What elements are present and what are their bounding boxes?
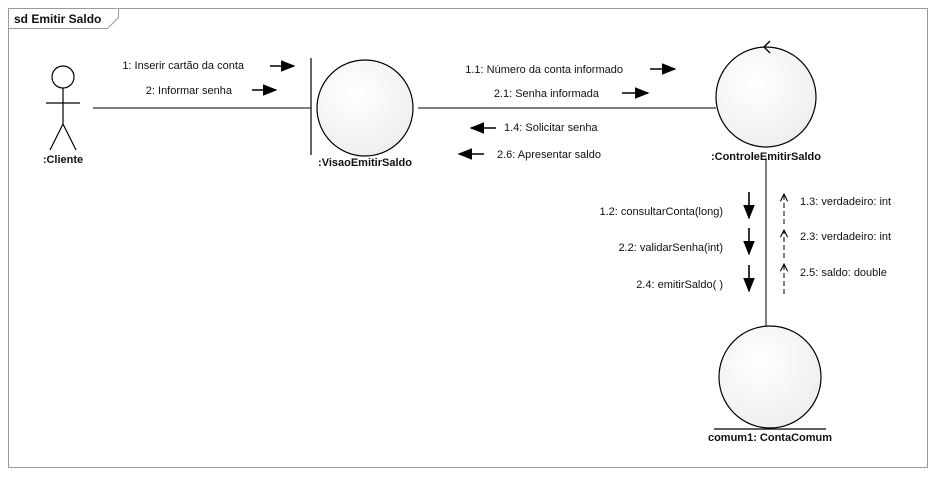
actor-label: :Cliente (42, 154, 84, 166)
boundary-label: :VisaoEmitirSaldo (318, 157, 412, 169)
frame-title: sd Emitir Saldo (14, 12, 102, 26)
message-label: 1.1: Número da conta informado (465, 64, 623, 76)
message-label: 1.3: verdadeiro: int (800, 196, 892, 208)
message-label: 2.4: emitirSaldo( ) (636, 279, 723, 291)
message-label: 2.1: Senha informada (493, 88, 599, 100)
control-label: :ControleEmitirSaldo (710, 151, 822, 163)
message-label: 1.4: Solicitar senha (504, 122, 598, 134)
message-label: 2.3: verdadeiro: int (800, 231, 892, 243)
message-label: 2: Informar senha (145, 85, 232, 97)
entity-label: comum1: ContaComum (707, 432, 833, 444)
message-label: 2.6: Apresentar saldo (497, 149, 601, 161)
message-label: 2.2: validarSenha(int) (618, 242, 723, 254)
message-label: 2.5: saldo: double (800, 267, 887, 279)
message-label: 1: Inserir cartão da conta (122, 60, 244, 72)
message-label: 1.2: consultarConta(long) (599, 206, 723, 218)
